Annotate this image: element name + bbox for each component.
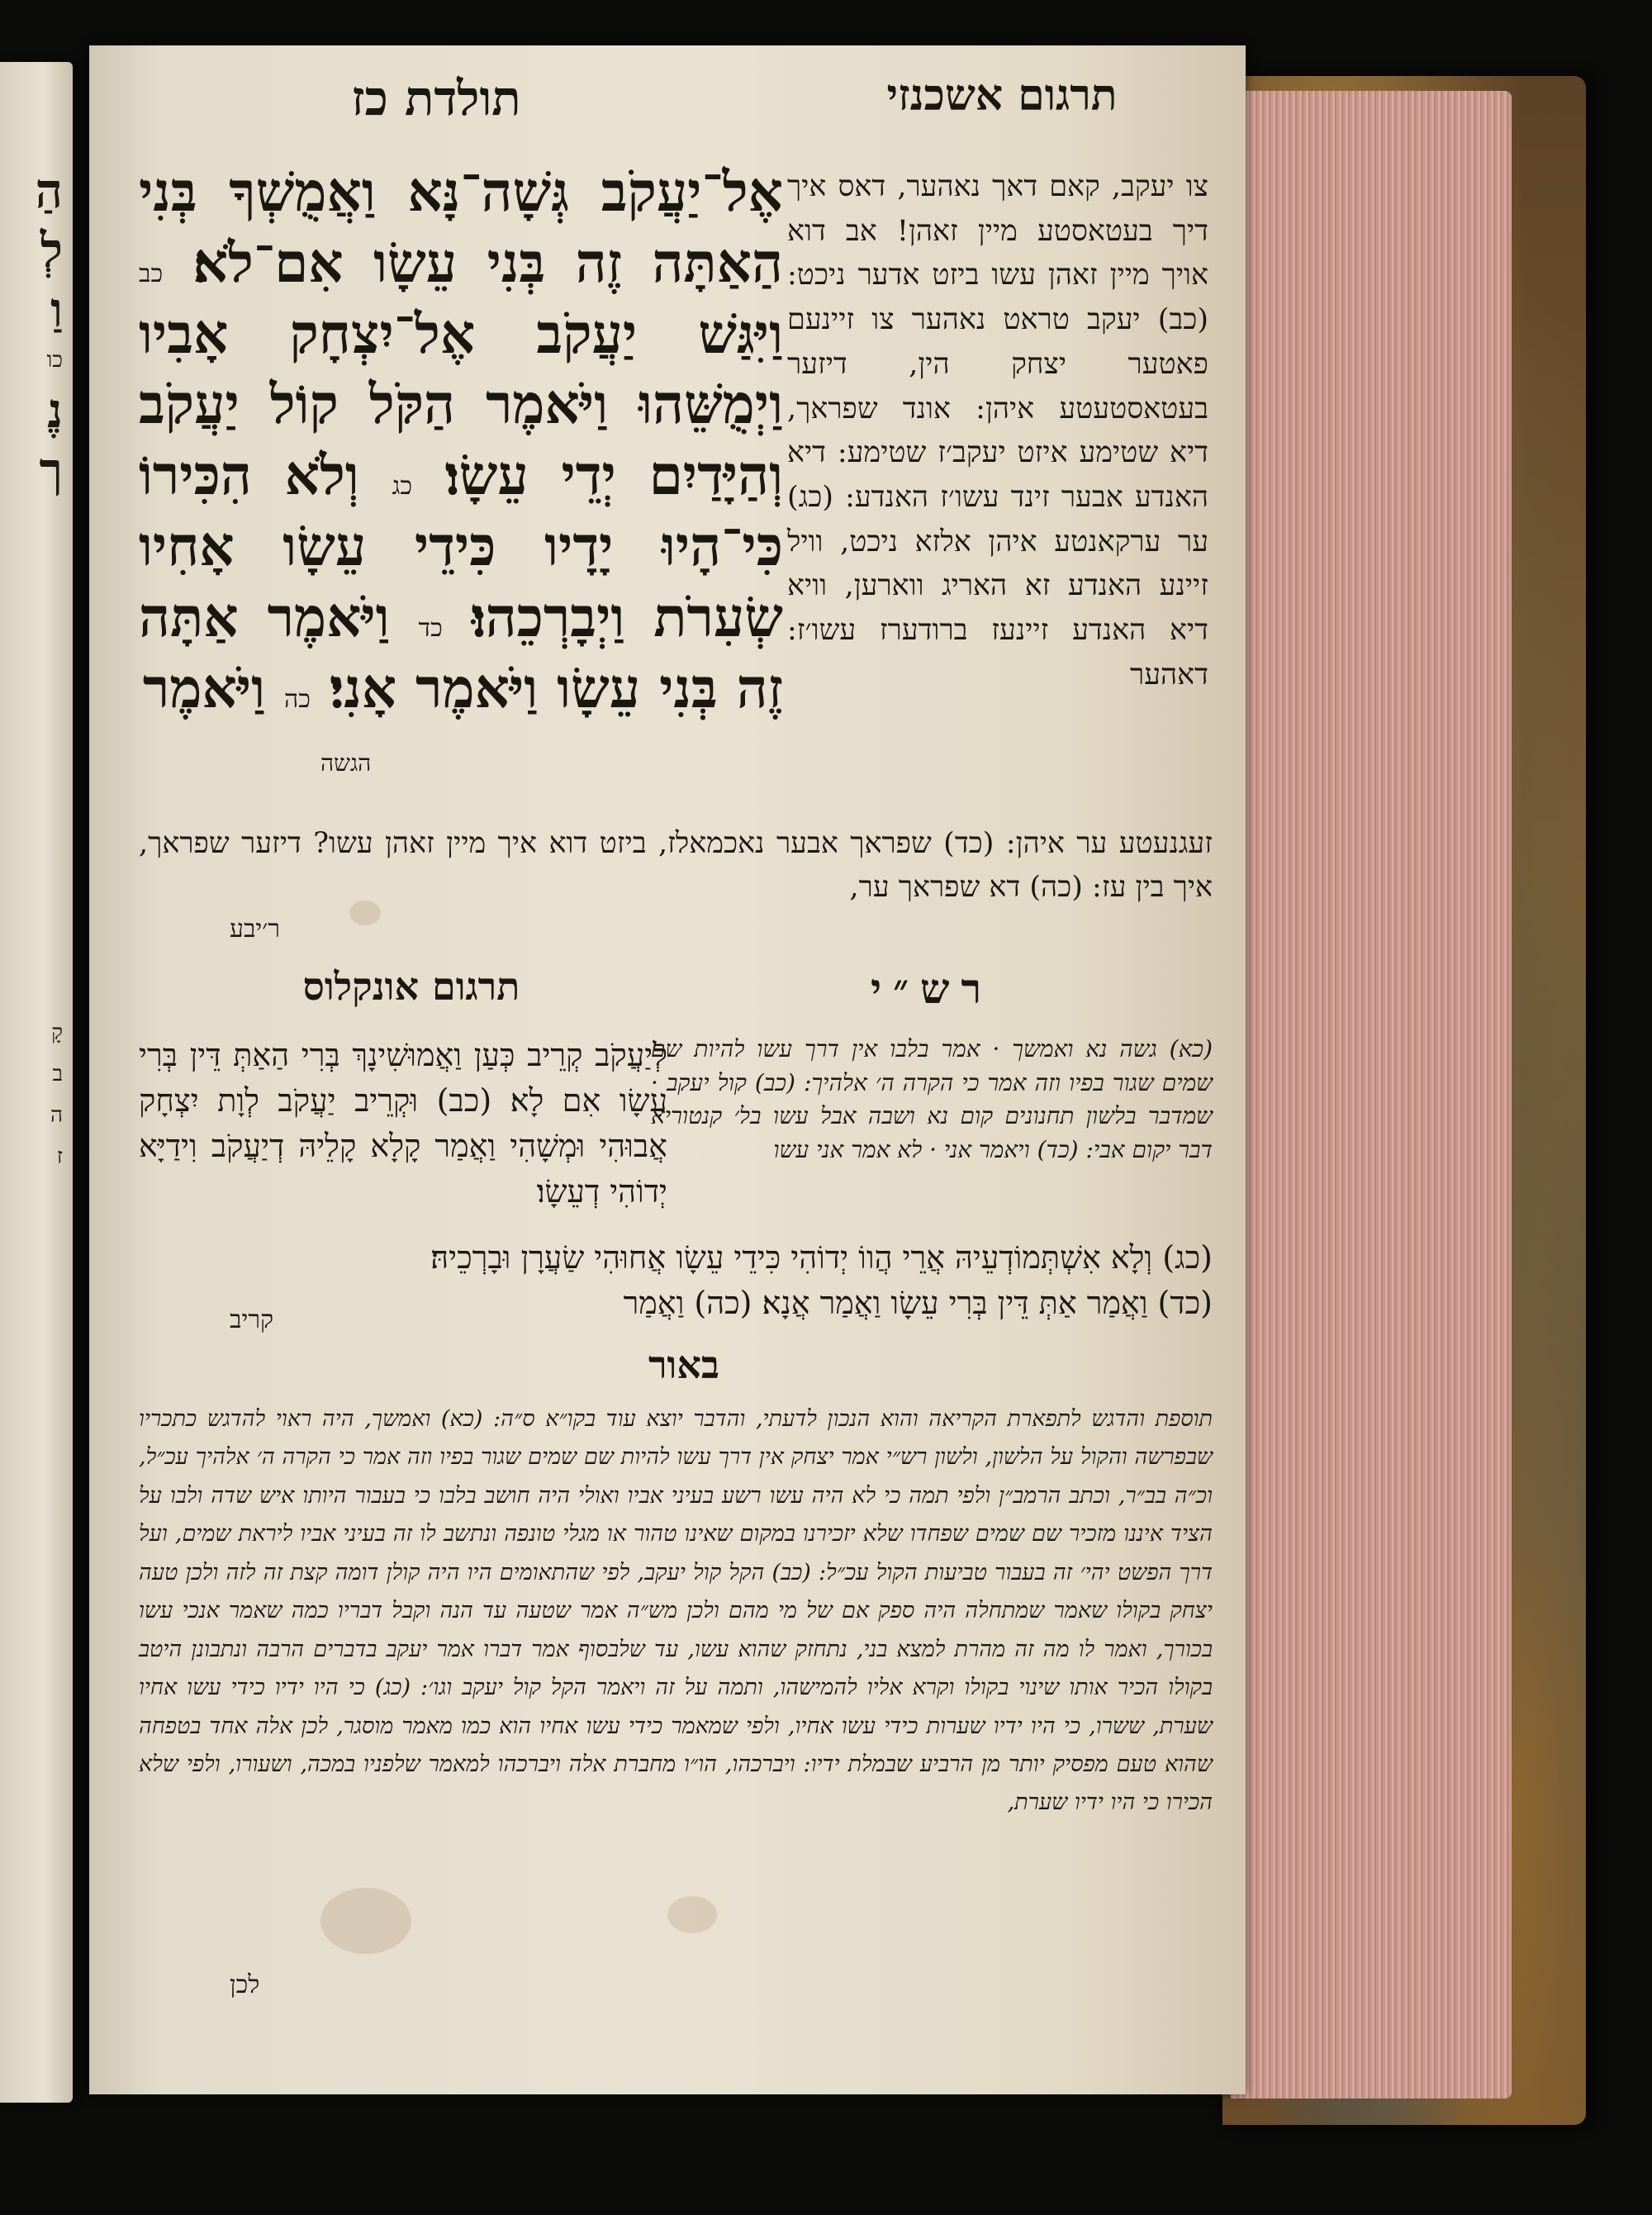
onkelos-heading: תרגום אונקלוס	[302, 964, 520, 1009]
verse-text: וַיֹּאמֶר	[142, 655, 266, 720]
rashi-commentary: (כא) גשה נא ואמשך · אמר בלבו אין דרך עשו להיות שם שמים שגור בפיו וזה אמר כי הקרה ה׳ אלהיך: (כב) קול יעקב · שמדבר בלשון תחנונים קום נא ושבה אבל עשו בל׳ קנטוריא דבר יקום אבי: (כד) ויאמר אני · לא אמר אני עשו	[651, 1035, 1213, 1163]
verse-number: כב	[139, 259, 164, 288]
verse-text: אֶל־יַעֲקֹב גְּשָׁה־נָּא וַאֲמֻשְׁךָ בְּנִי הַאַתָּה זֶה בְּנִי עֵשָׂו אִם־לֹא׃	[139, 159, 783, 295]
onkelos-line: (כד) וַאֲמַר אַתְּ דֵּין בְּרִי עֵשָׂו וַאֲמַר אֲנָא׃ (כה) וַאֲמַר	[623, 1285, 1213, 1322]
verse-text: וַיֹּאמֶר אַתָּה זֶה בְּנִי עֵשָׂו וַיֹּאמֶר אָנִי׃	[139, 584, 783, 720]
left-glyph: ה	[50, 1103, 63, 1128]
running-header-right: תרגום אשכנזי	[886, 70, 1118, 121]
biur-commentary: תוספת והדגש לתפארת הקריאה והוא הנכון לדעתי, והדבר יוצא עוד בקו״א ס״ה: (כא) ואמשך, היה ראוי להדגש כתכריו שבפרשה והקול על הלשון, ולשון רש״י אמר יצחק אין דרך עשו להיות שם שמים שגור בפיו וזה אמר כי הקרה ה׳ אלהיך עכ״ל, וכ״ה בב״ר, וכתב הרמב״ן ולפי תמה כי לא היה עשו רשע בעיני אביו ואולי היה חושב בלבו כי בעבור היותו איש שדה ולבו על הציד איננו מזכיר שם שמים שפחדו שלא יזכירנו במקום שאינו טהור או מגלי טונפה ונתשב לו זה בעיני אביו ליראת שמים, ועל דרך הפשט יהי׳ זה בעבור טביעות הקול עכ״ל: (כב) הקל קול יעקב, לפי שהתאומים היו היה קולן דומה קצת זה לזה ולכן טעה יצחק בקולו שאמר שמתחלה היה ספק אם של מי מהם ולכן מש״ה אמר שטעה עד הנה וקבל דבריו כמה שאמר אנכי עשו בכורך, ואמר לו מה זה מהרת למצא בני, נתחזק שהוא עשו, עד שלבסוף אמר דברו אמר יעקב בדברים הרבה ונתבונן היטב בקולו הכיר אותו שינוי בקולו וקרא אליו להמישהו, ותמה על זה ויאמר הקל קול יעקב וגו׳: (כג) כי היו ידיו כידי עשו אחיו שערת, ששרו, כי היו ידיו שערות כידי עשו אחיו, ולפי שמאמר כידי עשו אחיו הוא כמו מאמר מוסגר, לכן אלה אחד בטפחה שהוא טעם מפסיק יותר מן הרביע שבמלת ידיו: ויברכהו, הו״ו מחברת אלה ויברכהו למאמר שלפניו במכה, ושעורו, ולפי שלא הכירו כי היו ידיו שערת,	[139, 1406, 1213, 1816]
verse-text: וְלֹא הִכִּירוֹ כִּי־הָיוּ יָדָיו כִּידֵי עֵשָׂו אָחִיו שְׂעִרֹת וַיְבָרְכֵהוּ׃	[139, 443, 784, 649]
catchword: הגשה	[320, 749, 372, 777]
left-page-edge	[0, 62, 73, 2103]
verse-number: כג	[392, 472, 413, 501]
verse-text: וַיִּגַּשׁ יַעֲקֹב אֶל־יִצְחָק אָבִיו וַיְמֻשֵּׁהוּ וַיֹּאמֶר הַקֹּל קוֹל יַעֲקֹב וְהַיָּדַיִם יְדֵי עֵשָׂו׃	[139, 301, 783, 508]
page-stain	[667, 1896, 717, 1933]
biur-heading: באור	[648, 1343, 720, 1387]
left-glyph: לְ	[40, 222, 63, 278]
left-glyph: כו	[46, 348, 63, 373]
verse-number: כה	[284, 684, 311, 714]
book-page	[89, 45, 1246, 2094]
catchword: ר׳יבע	[230, 915, 280, 944]
page-stain	[320, 1888, 411, 1954]
onkelos-line: (כג) וְלָא אִשְׁתְּמוֹדְעֵיהּ אֲרֵי הֲווֹ יְדוֹהִי כִּידֵי עֵשָׂו אֲחוּהִי שַׂעֲרָן וּבָרְכֵיהּ׃	[430, 1239, 1213, 1276]
left-glyph: קָ	[51, 1020, 63, 1045]
rashi-heading: רש״י	[870, 964, 994, 1013]
page-block-edge	[1231, 91, 1512, 2099]
catchword: קריב	[230, 1305, 274, 1334]
left-glyph: הַ	[35, 163, 63, 219]
left-glyph: ך	[39, 442, 63, 498]
onkelos-text: וּקְרֵיב יַעֲקֹב לְוָת יִצְחָק אֲבוּהִי וּמְשָׁהִי וַאֲמַר קָלָא קָלֵיהּ דְיַעֲקֹב וִידַיָּא יְדוֹהִי דְעֵשָׂו׃	[139, 1082, 667, 1210]
verse-number: כד	[418, 613, 443, 643]
left-glyph: ז	[56, 1144, 63, 1169]
ashkenazi-translation-continued: זעגנעטע ער איהן: (כד) שפראך אבער נאכמאלז, ביזט דוא איך מיין זאהן עשו? דיזער שפראך, איך בין עז: (כה) דא שפראך ער,	[139, 827, 1213, 904]
left-glyph: נֶ	[47, 383, 63, 439]
hebrew-main-text	[139, 157, 783, 724]
catchword: לכן	[230, 1970, 260, 1999]
left-glyph: ב	[52, 1062, 63, 1086]
onkelos-text: לְיַעֲקֹב קְרֵיב כְּעַן וַאֲמוּשִׁינָךְ בְּרִי הַאַתְּ דֵּין בְּרִי עֵשָׂו אִם לָא׃	[139, 1037, 667, 1119]
onkelos-translation	[139, 1033, 667, 1214]
left-page-glyphs	[5, 161, 63, 1177]
left-glyph: וַ	[50, 282, 63, 338]
running-header-left: תולדת כז	[351, 70, 521, 126]
verse-number: (כב)	[436, 1082, 492, 1119]
ashkenazi-translation: צו יעקב, קאם דאך נאהער, דאס איך דיך בעטאסטע מיין זאהן! אב דוא אויך מיין זאהן עשו ביזט אדער ניכט: (כב) יעקב טראט נאהער צו זיינעם פאטער יצחק הין, דיזער בעטאסטעטע איהן: אונד שפראך, דיא שטימע איזט יעקב׳ז שטימע: דיא האנדע אבער זינד עשו׳ז האנדע: (כג) ער ערקאנטע איהן אלזא ניכט, וויל זיינע האנדע זא האריג ווארען, וויא דיא האנדע זיינעז ברודערז עשו׳ז: דאהער	[787, 170, 1208, 692]
